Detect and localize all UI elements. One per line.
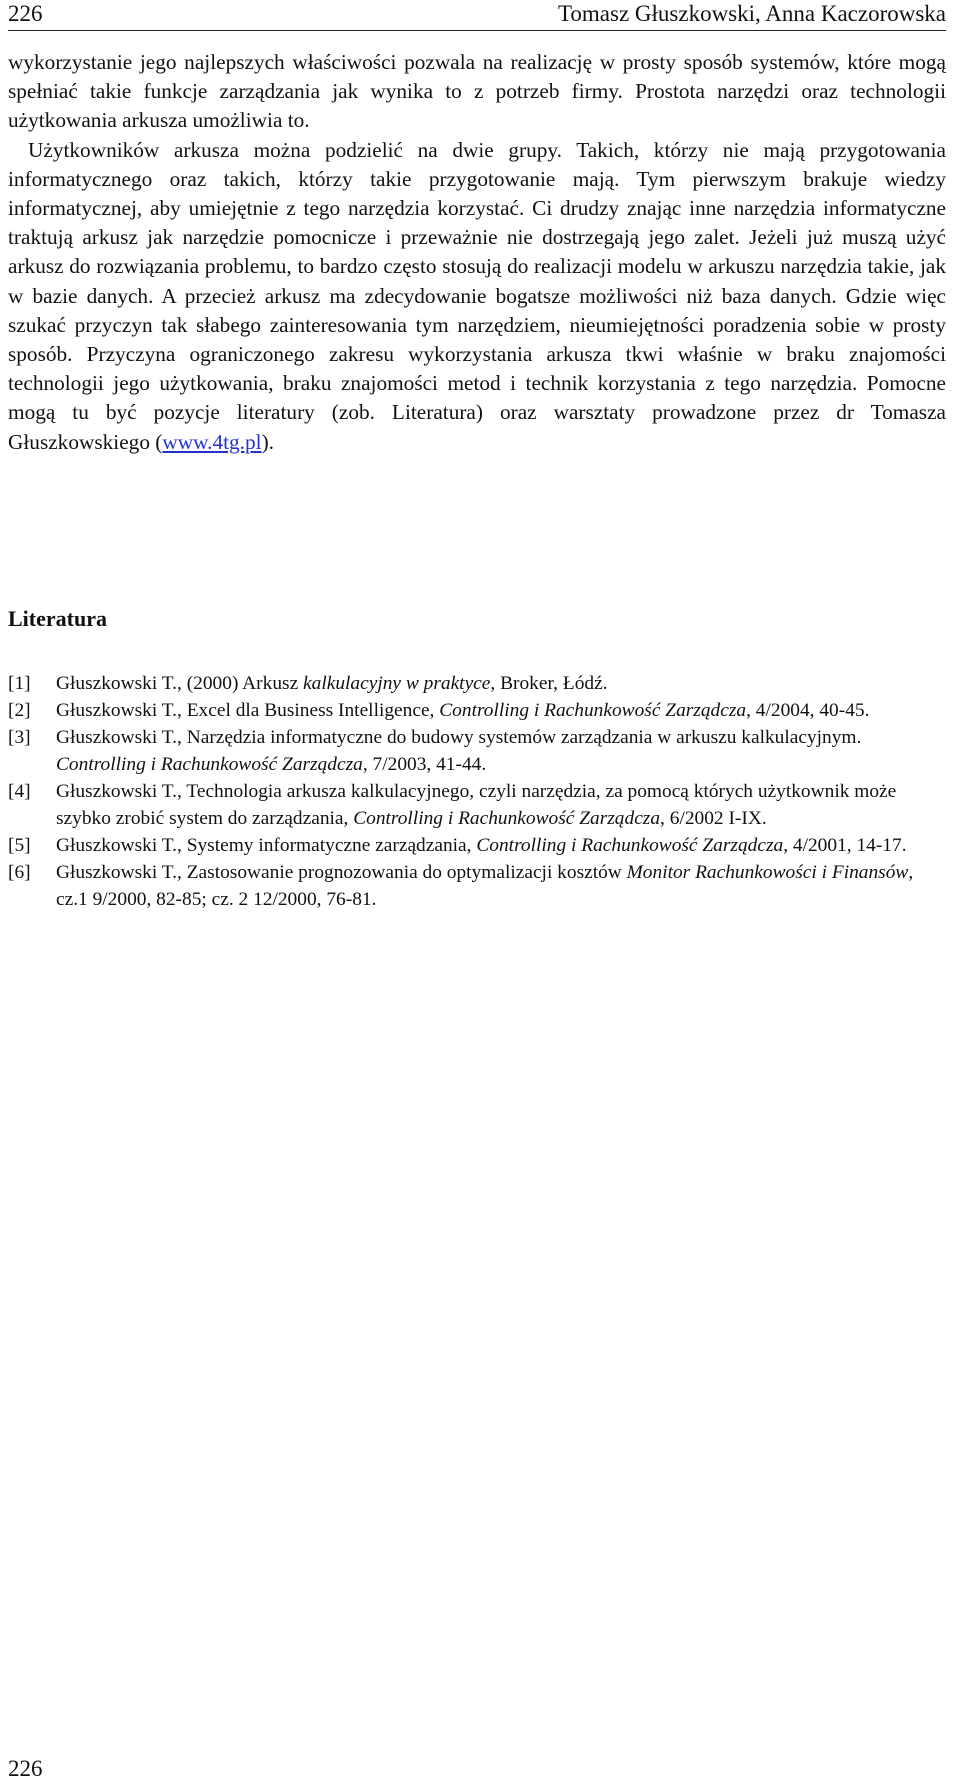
header-page-number: 226: [8, 1, 43, 26]
paragraph-1: wykorzystanie jego najlepszych właściwości pozwala na realizację w prosty sposób systemów, które mogą spełniać takie funkcje zarządzania jak wynika to z potrzeb firmy. Prostota narzędzi oraz technologii użytkowania arkusza umożliwia to.: [8, 50, 946, 133]
reference-details: , 4/2004, 40-45.: [746, 700, 870, 721]
reference-number: [4]: [8, 781, 31, 802]
reference-number: [2]: [8, 700, 31, 721]
reference-details: , cz.1 9/2000, 82-85; cz. 2 12/2000, 76-81.: [56, 862, 914, 910]
reference-text: Głuszkowski T., Excel dla Business Intelligence,: [56, 700, 440, 721]
reference-item: [8, 697, 948, 724]
reference-details: , Broker, Łódź.: [490, 673, 608, 694]
website-link[interactable]: www.4tg.pl: [162, 429, 262, 454]
reference-source: Monitor Rachunkowości i Finansów: [626, 862, 909, 883]
reference-source: Controlling i Rachunkowość Zarządcza: [439, 700, 747, 721]
reference-details: , 4/2001, 14-17.: [783, 835, 907, 856]
reference-item: [8, 724, 948, 778]
reference-text: Głuszkowski T., Systemy informatyczne zarządzania,: [56, 835, 477, 856]
reference-text: Głuszkowski T., Narzędzia informatyczne do budowy systemów zarządzania w arkuszu kalkulacyjnym.: [56, 727, 862, 748]
paragraph-2: [8, 136, 946, 457]
reference-text: Głuszkowski T., Technologia arkusza kalkulacyjnego, czyli narzędzia, za pomocą których użytkownik może szybko zrobić system do zarządzania,: [56, 781, 897, 829]
paragraph-2-text: Użytkowników arkusza można podzielić na dwie grupy. Takich, którzy nie mają przygotowania informatycznego oraz takich, którzy takie przygotowanie mają. Tym pierwszym brakuje wiedzy informatycznej, aby umiejętnie z tego narzędzia korzystać. Ci drudzy znając inne narzędzia informatyczne traktują arkusz jak narzędzie pomocnicze i przeważnie nie dostrzegają jego zalet. Jeżeli już muszą użyć arkusz do rozwiązania problemu, to bardzo często stosują do realizacji modelu w arkuszu narzędzia takie, jak w bazie danych. A przecież arkusz ma zdecydowanie bogatsze możliwości niż baza danych. Gdzie więc szukać przyczyn tak słabego zainteresowania tym narzędziem, nieumiejętności poradzenia sobie w prosty sposób. Przyczyna ograniczonego zakresu wykorzystania arkusza tkwi właśnie w braku znajomości technologii jego użytkowania, braku znajomości metod i technik korzystania z tego narzędzia. Pomocne mogą tu być pozycje literatury (zob. Literatura) oraz warsztaty prowadzone przez dr Tomasza Głuszkowskiego (: [8, 137, 946, 454]
reference-number: [5]: [8, 835, 31, 856]
reference-item: [8, 670, 948, 697]
reference-number: [6]: [8, 862, 31, 883]
header-authors: Tomasz Głuszkowski, Anna Kaczorowska: [557, 1, 946, 26]
reference-number: [1]: [8, 673, 31, 694]
running-header: [8, 0, 946, 31]
reference-item: [8, 832, 948, 859]
paragraph-2-end: ).: [261, 429, 274, 454]
reference-number: [3]: [8, 727, 31, 748]
footer-page-number: 226: [8, 1756, 43, 1781]
reference-source: kalkulacyjny w praktyce: [303, 673, 491, 694]
reference-source: Controlling i Rachunkowość Zarządcza: [353, 808, 661, 829]
reference-item: [8, 778, 948, 832]
reference-text: Głuszkowski T., (2000) Arkusz: [56, 673, 304, 694]
reference-source: Controlling i Rachunkowość Zarządcza: [476, 835, 784, 856]
references-list: [8, 670, 948, 913]
references-heading: Literatura: [8, 606, 107, 631]
reference-source: Controlling i Rachunkowość Zarządcza: [56, 754, 363, 775]
body-text: [8, 48, 946, 457]
reference-details: , 6/2002 I-IX.: [660, 808, 767, 829]
reference-details: , 7/2003, 41-44.: [362, 754, 487, 775]
reference-text: Głuszkowski T., Zastosowanie prognozowania do optymalizacji kosztów: [56, 862, 627, 883]
reference-item: [8, 859, 948, 913]
